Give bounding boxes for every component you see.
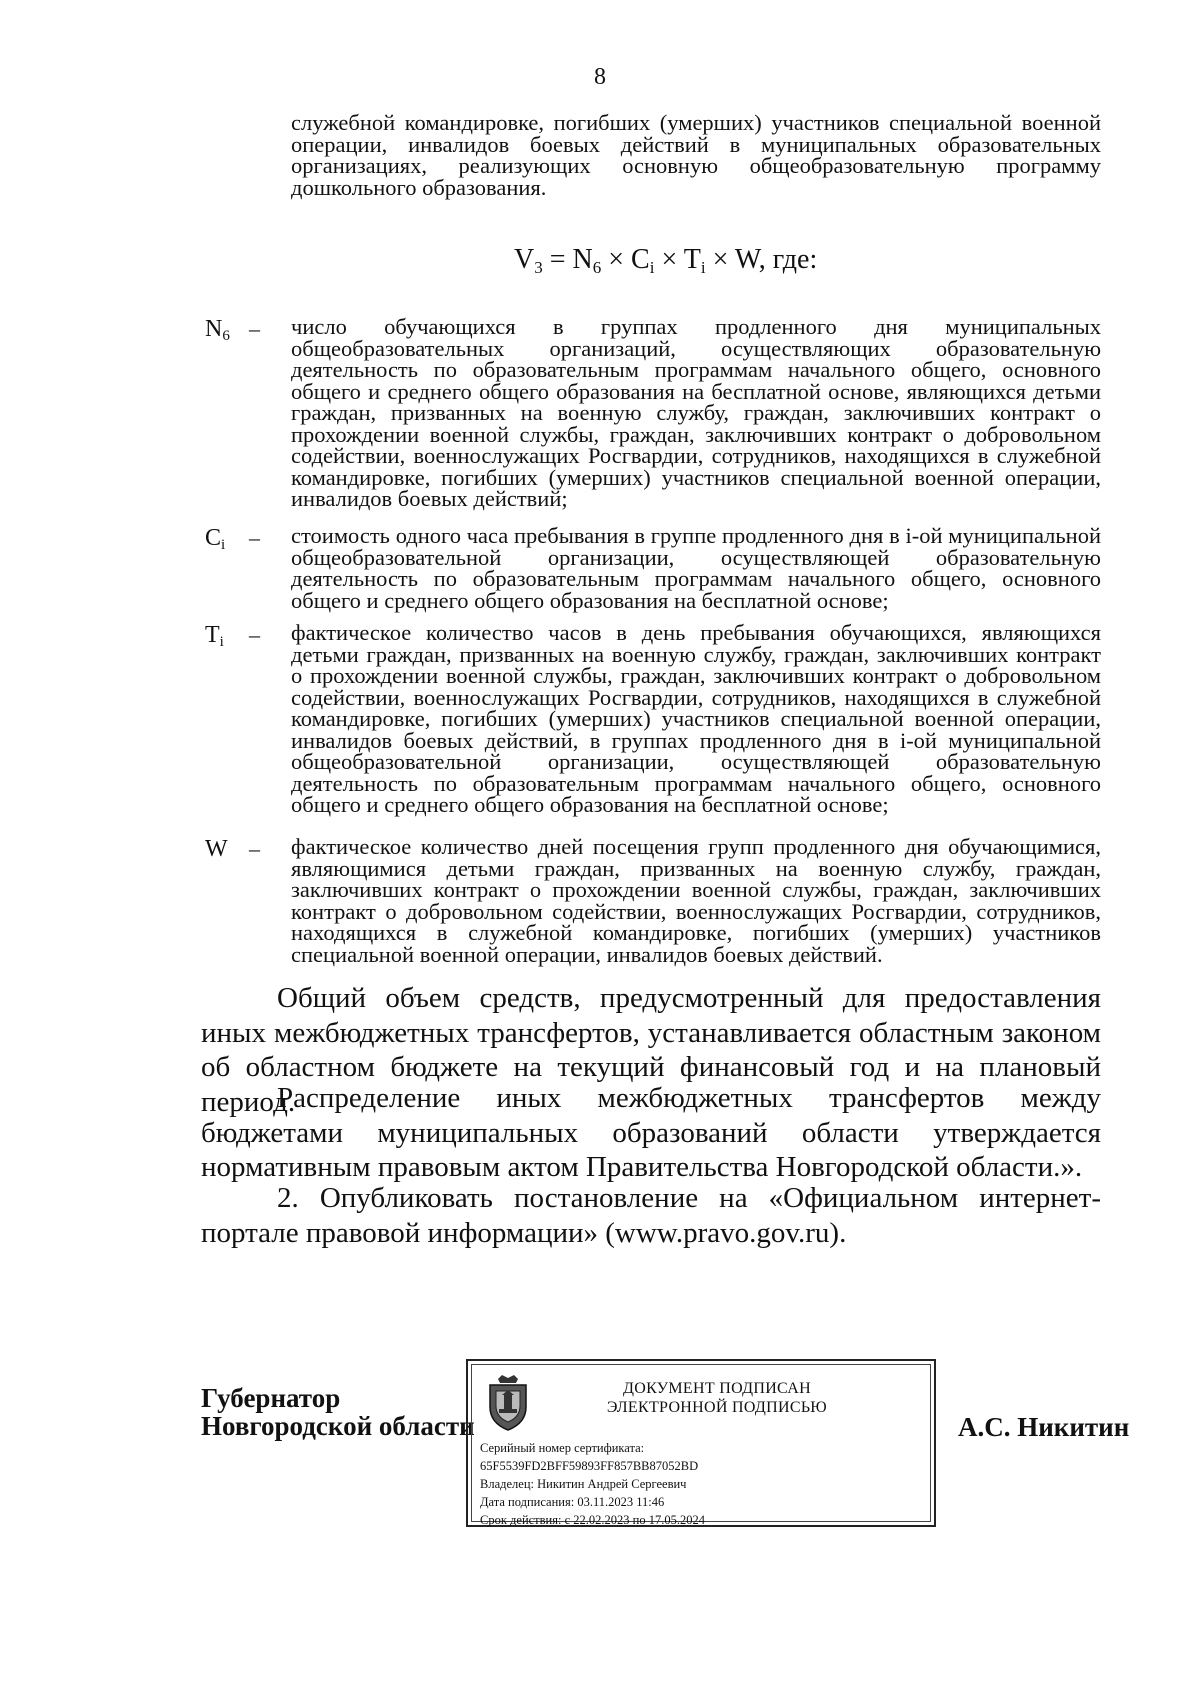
electronic-signature-stamp <box>466 1359 936 1527</box>
term-symbol: W <box>205 836 228 862</box>
definition-term <box>205 836 228 865</box>
term-symbol: N <box>205 316 223 342</box>
formula-rest: × W, где: <box>705 244 818 275</box>
term-subscript: i <box>221 537 226 553</box>
definition-dash: – <box>249 525 260 550</box>
body-paragraph: 2. Опубликовать постановление на «Официальном интернет-портале правовой информации» (www.pravo.gov.ru). <box>201 1182 1101 1249</box>
definition-text: число обучающихся в группах продленного дня муниципальных общеобразовательных организаций, осуществляющих образовательную деятельность по образовательным программам начального общего, основного общего и среднего общего образования на бесплатной основе, являющихся детьми граждан, призванных на военную службу, граждан, заключивших контракт о прохождении военной службы, граждан, заключивших контракт о добровольном содействии, военнослужащих Росгвардии, сотрудников, находящихся в служебной командировке, погибших (умерших) участников специальной военной операции, инвалидов боевых действий; <box>291 314 1101 511</box>
intro-paragraph: служебной командировке, погибших (умерших) участников специальной военной операции, инвалидов боевых действий в муниципальных образовательных организациях, реализующих основную общеобразовательную программу дошкольного образования. <box>291 110 1101 200</box>
formula-lhs-sub: 3 <box>534 258 543 277</box>
signatory-position <box>201 1384 475 1440</box>
stamp-title <box>542 1379 892 1417</box>
stamp-serial: 65F5539FD2BFF59893FF857BB87052BD <box>480 1459 699 1473</box>
body-paragraph: Общий объем средств, предусмотренный для предоставления иных межбюджетных трансфертов, устанавливается областным законом об областном бюджете на текущий финансовый год и на плановый период. <box>201 982 1101 1118</box>
formula-eq: = N <box>542 244 593 275</box>
definition-text: фактическое количество дней посещения групп продленного дня обучающимися, являющимися детьми граждан, призванных на военную службу, граждан, заключивших контракт о прохождении военной службы, граждан, заключивших контракт о добровольном содействии, военнослужащих Росгвардии, сотрудников, находящихся в служебной командировке, погибших (умерших) участников специальной военной операции, инвалидов боевых действий. <box>291 834 1101 967</box>
definition-text: фактическое количество часов в день пребывания обучающихся, являющихся детьми граждан, призванных на военную службу, граждан, заключивших контракт о прохождении военной службы, граждан, заключивших контракт о добровольном содействии, военнослужащих Росгвардии, сотрудников, находящихся в служебной командировке, погибших (умерших) участников специальной военной операции, инвалидов боевых действий, в группах продленного дня в i-ой муниципальной общеобразовательной организации, осуществляющей образовательную деятельность по образовательным программам начального общего, основного общего и среднего общего образования на бесплатной основе; <box>291 620 1101 817</box>
stamp-details <box>480 1439 705 1529</box>
formula-n-sub: 6 <box>592 258 602 277</box>
signatory-name: А.С. Никитин <box>958 1412 1130 1442</box>
definition-dash: – <box>249 316 260 341</box>
position-line: Губернатор <box>201 1383 341 1413</box>
formula-t-sub: i <box>700 258 706 277</box>
position-line: Новгородской области <box>201 1411 475 1441</box>
definition-term <box>205 622 224 651</box>
stamp-signed-date: Дата подписания: 03.11.2023 11:46 <box>480 1495 665 1509</box>
definition-term <box>205 316 230 345</box>
body-paragraph: Распределение иных межбюджетных трансфертов между бюджетами муниципальных образований области утверждается нормативным правовым актом Правительства Новгородской области.». <box>201 1082 1101 1183</box>
stamp-title-line: ЭЛЕКТРОННОЙ ПОДПИСЬЮ <box>606 1399 828 1416</box>
term-subscript: 6 <box>222 328 230 344</box>
formula-lhs: V <box>514 244 535 275</box>
formula-c: × C <box>601 244 650 275</box>
definition-dash: – <box>249 836 260 861</box>
formula-c-sub: i <box>649 258 655 277</box>
stamp-title-line: ДОКУМЕНТ ПОДПИСАН <box>623 1380 811 1397</box>
term-subscript: i <box>219 634 224 650</box>
stamp-inner-border <box>471 1364 931 1527</box>
coat-of-arms-icon <box>484 1373 532 1433</box>
definition-term <box>205 525 225 554</box>
formula-t: × T <box>654 244 701 275</box>
term-symbol: C <box>205 525 222 551</box>
stamp-owner: Владелец: Никитин Андрей Сергеевич <box>480 1477 687 1491</box>
formula <box>514 244 817 278</box>
definition-text: стоимость одного часа пребывания в группе продленного дня в i-ой муниципальной общеобразовательной организации, осуществляющей образовательную деятельность по образовательным программам начального общего, основного общего и среднего общего образования на бесплатной основе; <box>291 523 1101 613</box>
page-number: 8 <box>594 64 606 90</box>
stamp-validity: Срок действия: с 22.02.2023 по 17.05.2024 <box>480 1513 705 1527</box>
definition-dash: – <box>249 622 260 647</box>
stamp-serial-label: Серийный номер сертификата: <box>480 1441 645 1455</box>
term-symbol: T <box>205 622 220 648</box>
